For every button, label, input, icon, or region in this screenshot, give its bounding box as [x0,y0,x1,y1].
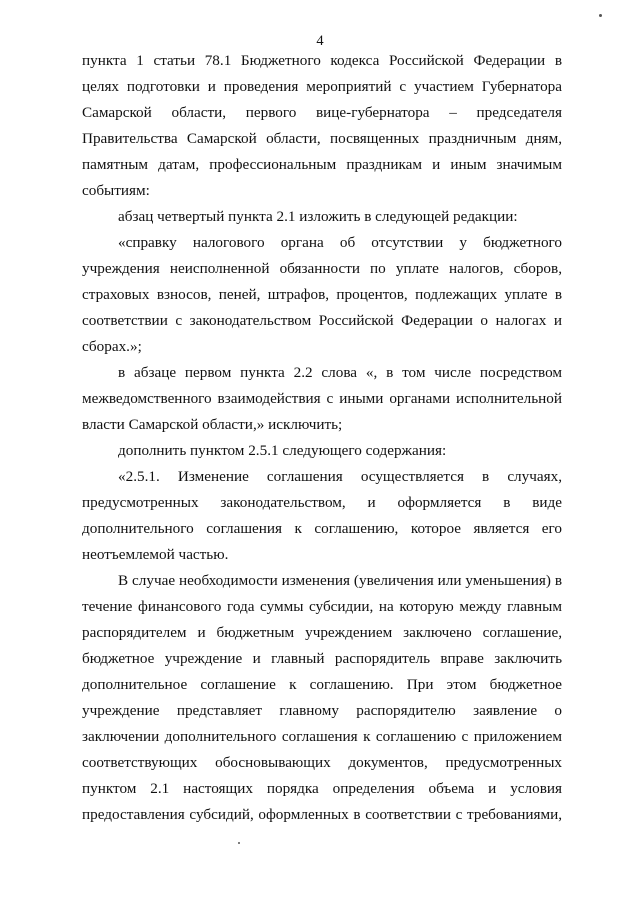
scan-speck [238,842,240,844]
text-line: предоставления субсидий, оформленных в соответствии с требованиями, [82,806,562,823]
scan-speck [599,14,602,17]
text-line: дополнить пунктом 2.5.1 следующего содержания: [118,442,447,459]
text-line: неотъемлемой частью. [82,546,229,563]
text-line: власти Самарской области,» исключить; [82,416,343,433]
text-line: памятным датам, профессиональным праздникам и иным значимым [82,156,562,173]
text-line: соответствующих обосновывающих документов, предусмотренных [82,754,562,771]
text-line: «2.5.1. Изменение соглашения осуществляется в случаях, [118,468,562,485]
text-line: абзац четвертый пункта 2.1 изложить в следующей редакции: [118,208,518,225]
text-line: межведомственного взаимодействия с иными органами исполнительной [82,390,562,407]
text-line: учреждение представляет главному распорядителю заявление о [82,702,562,719]
text-line: пункта 1 статьи 78.1 Бюджетного кодекса Российской Федерации в [82,52,562,69]
text-line: пунктом 2.1 настоящих порядка определения объема и условия [82,780,562,797]
text-line: распорядителем и бюджетным учреждением заключено соглашение, [82,624,562,641]
text-line: «справку налогового органа об отсутствии у бюджетного [118,234,562,251]
text-line: событиям: [82,182,150,199]
text-line: течение финансового года суммы субсидии, на которую между главным [82,598,562,615]
text-line: дополнительное соглашение к соглашению. При этом бюджетное [82,676,562,693]
text-line: учреждения неисполненной обязанности по уплате налогов, сборов, [82,260,562,277]
text-line: Самарской области, первого вице-губернатора – председателя [82,104,562,121]
text-line: соответствии с законодательством Российской Федерации о налогах и [82,312,562,329]
text-line: бюджетное учреждение и главный распорядитель вправе заключить [82,650,562,667]
text-line: предусмотренных законодательством, и оформляется в виде [82,494,562,511]
text-line: в абзаце первом пункта 2.2 слова «, в том числе посредством [118,364,562,381]
text-line: сборах.»; [82,338,142,355]
text-line: страховых взносов, пеней, штрафов, процентов, подлежащих уплате в [82,286,562,303]
text-line: В случае необходимости изменения (увеличения или уменьшения) в [118,572,562,589]
text-line: целях подготовки и проведения мероприятий с участием Губернатора [82,78,562,95]
text-line: заключении дополнительного соглашения к соглашению с приложением [82,728,562,745]
page-number: 4 [316,33,324,49]
text-line: дополнительного соглашения к соглашению, которое является его [82,520,562,537]
text-line: Правительства Самарской области, посвященных праздничным дням, [82,130,562,147]
